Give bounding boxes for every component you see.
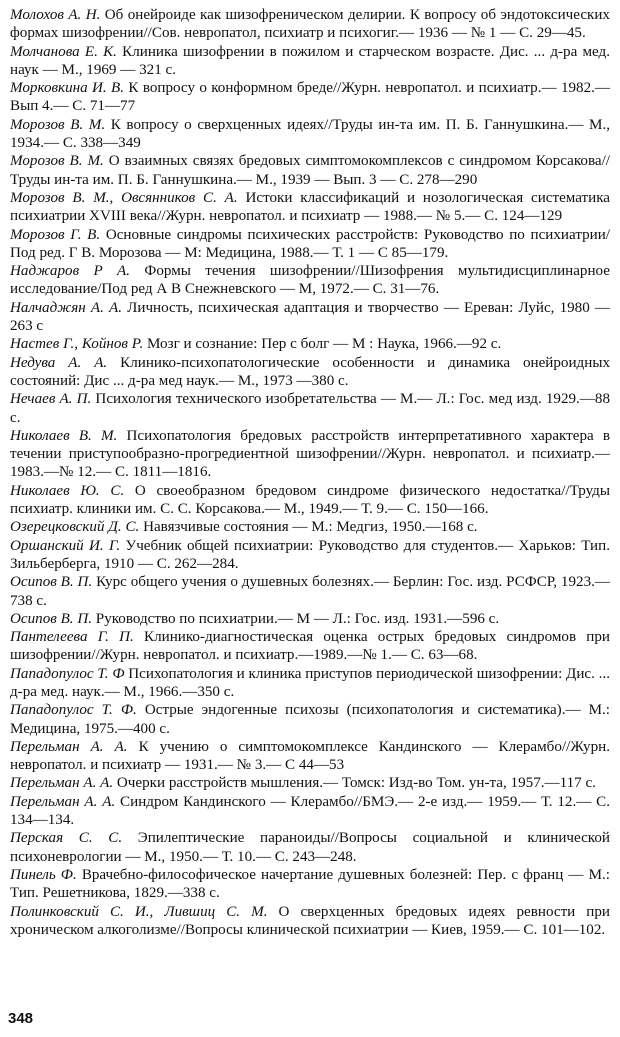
reference-text: Врачебно-философическое начертание душевных болезней: Пер. с франц — М.: Тип. Решетникова, 1829.—338 с. bbox=[10, 866, 610, 902]
reference-text: Клинико-диагностическая оценка острых бредовых синдромов при шизофрении//Журн. невропатол. и психиатр.—1989.—№ 1.— С. 63—68. bbox=[10, 629, 610, 664]
reference-entry bbox=[10, 573, 610, 610]
page-number: 348 bbox=[8, 1010, 34, 1027]
reference-text: Мозг и сознание: Пер с болг — М : Наука, 1966.—92 с. bbox=[147, 336, 502, 353]
reference-author: Морозов В. М. bbox=[10, 116, 106, 133]
reference-author: Осипов В. П. bbox=[10, 610, 93, 627]
reference-author: Озерецковский Д. С. bbox=[10, 519, 140, 536]
reference-text: Формы течения шизофрении//Шизофрения мультидисциплинарное исследование/Под ред А В Снежневского — М, 1972.— С. 31—76. bbox=[10, 263, 610, 298]
reference-entry bbox=[10, 152, 610, 189]
reference-entry bbox=[10, 793, 610, 830]
reference-entry bbox=[10, 79, 610, 116]
reference-text: Психология технического изобретательства — М.— Л.: Гос. мед изд. 1929.—88 с. bbox=[10, 391, 610, 426]
reference-entry bbox=[10, 390, 610, 427]
reference-author: Молохов А. Н. bbox=[10, 7, 101, 23]
reference-text: Учебник общей психиатрии: Руководство для студентов.— Харьков: Тип. Зильберберга, 1910 — С. 262—284. bbox=[10, 537, 610, 572]
reference-entry bbox=[10, 427, 610, 482]
reference-text: Основные синдромы психических расстройств: Руководство по психиатрии/Под ред. Г В. Морозова — М: Медицина, 1988.— Т. 1 — С 85—179. bbox=[10, 226, 610, 261]
reference-entry bbox=[10, 903, 610, 940]
reference-text: Курс общего учения о душевных болезнях.— Берлин: Гос. изд. РСФСР, 1923.—738 с. bbox=[10, 574, 610, 609]
reference-entry bbox=[10, 6, 610, 43]
reference-text: Синдром Кандинского — Клерамбо//БМЭ.— 2-е изд.— 1959.— Т. 12.— С. 134—134. bbox=[10, 793, 610, 829]
reference-entry bbox=[10, 262, 610, 299]
reference-entry bbox=[10, 537, 610, 574]
reference-text: Очерки расстройств мышления.— Томск: Изд-во Том. ун-та, 1957.—117 с. bbox=[116, 775, 596, 792]
reference-text: Об онейроиде как шизофреническом делирии. К вопросу об эндотоксических формах шизофрении//Сов. невропатол, психиатр и психогиг.— 1936 — № 1 — С. 29—45. bbox=[10, 7, 610, 42]
reference-entry bbox=[10, 610, 610, 628]
reference-author: Наджаров Р А. bbox=[10, 263, 131, 280]
reference-author: Налчаджян А. А. bbox=[10, 299, 123, 316]
reference-entry bbox=[10, 829, 610, 866]
reference-text: К учению о симптомокомплексе Кандинского — Клерамбо//Журн. невропатол. и психиатр — 1931.— № 3.— С 44—53 bbox=[10, 738, 610, 774]
reference-author: Молчанова Е. К. bbox=[10, 43, 117, 60]
reference-entry bbox=[10, 738, 610, 775]
reference-text: Руководство по психиатрии.— М — Л.: Гос. изд. 1931.—596 с. bbox=[95, 610, 500, 627]
reference-entry bbox=[10, 299, 610, 336]
reference-entry bbox=[10, 482, 610, 519]
reference-author: Морозов В. М. bbox=[10, 153, 104, 170]
reference-text: Психопатология бредовых расстройств интерпретативного характера в течении приступообразно-прогредиентной шизофрении//Журн. невропатол. и психиатр.—1983.—№ 12.— С. 1811—1816. bbox=[10, 427, 610, 481]
reference-author: Перельман А. А. bbox=[10, 775, 114, 792]
reference-text: О сверхценных бредовых идеях ревности при хроническом алкоголизме//Вопросы клинической психиатрии — Киев, 1959.— С. 101—102. bbox=[10, 903, 610, 938]
reference-author: Оршанский И. Г. bbox=[10, 537, 121, 554]
reference-text: К вопросу о сверхценных идеях//Труды ин-та им. П. Б. Ганнушкина.— М., 1934.— С. 338—349 bbox=[10, 116, 610, 152]
reference-entry bbox=[10, 189, 610, 226]
reference-entry bbox=[10, 226, 610, 263]
reference-entry bbox=[10, 518, 610, 536]
reference-author: Пападопулос Т. Ф bbox=[10, 665, 125, 682]
reference-entry bbox=[10, 335, 610, 353]
reference-author: Перельман А. А. bbox=[10, 793, 116, 810]
reference-author: Нечаев А. П. bbox=[10, 391, 92, 408]
reference-text: Истоки классификаций и нозологическая систематика психиатрии XVIII века//Журн. невропатол. и психиатр — 1988.— № 5.— С. 124—129 bbox=[10, 189, 610, 225]
reference-entry bbox=[10, 43, 610, 80]
reference-author: Полинковский С. И., Лившиц С. М. bbox=[10, 903, 268, 920]
reference-entry bbox=[10, 665, 610, 702]
reference-author: Николаев Ю. С. bbox=[10, 482, 125, 499]
reference-author: Пападопулос Т. Ф. bbox=[10, 702, 137, 719]
reference-entry bbox=[10, 866, 610, 903]
reference-author: Перская С. С. bbox=[10, 830, 123, 847]
reference-entry bbox=[10, 354, 610, 391]
reference-entry bbox=[10, 628, 610, 665]
reference-author: Морковкина И. В. bbox=[10, 80, 125, 97]
reference-author: Настев Г., Койнов Р. bbox=[10, 336, 144, 353]
reference-author: Пантелеева Г. П. bbox=[10, 629, 134, 646]
reference-author: Перельман А. А. bbox=[10, 738, 128, 755]
reference-text: Личность, психическая адаптация и творчество — Ереван: Луйс, 1980 — 263 с bbox=[10, 299, 610, 335]
reference-entry bbox=[10, 701, 610, 738]
reference-author: Пинель Ф. bbox=[10, 866, 77, 883]
reference-text: Навязчивые состояния — М.: Медгиз, 1950.—168 с. bbox=[143, 519, 478, 536]
reference-text: Эпилептические параноиды//Вопросы социальной и клинической психоневрологии — М., 1950.— Т. 10.— С. 243—248. bbox=[10, 830, 610, 865]
reference-text: К вопросу о конформном бреде//Журн. невропатол. и психиатр.— 1982.— Вып 4.— С. 71—77 bbox=[10, 80, 611, 115]
reference-text: О своеобразном бредовом синдроме физического недостатка//Труды психиатр. клиники им. С. С. Корсакова.— М., 1949.— Т. 9.— С. 150—166. bbox=[10, 482, 610, 518]
reference-author: Осипов В. П. bbox=[10, 574, 93, 591]
reference-list bbox=[10, 6, 610, 939]
reference-author: Морозов В. М., Овсянников С. А. bbox=[10, 189, 238, 206]
reference-text: Психопатология и клиника приступов периодической шизофрении: Дис. ... д-ра мед. наук.— М., 1966.—350 с. bbox=[10, 665, 610, 700]
reference-text: Клинико-психопатологические особенности и динамика онейроидных состояний: Дис ... д-ра мед наук.— М., 1973 —380 с. bbox=[10, 354, 611, 389]
reference-author: Недува А. А. bbox=[10, 354, 108, 371]
reference-entry bbox=[10, 774, 610, 792]
reference-entry bbox=[10, 116, 610, 153]
reference-author: Морозов Г. В. bbox=[10, 226, 101, 243]
reference-text: Клиника шизофрении в пожилом и старческом возрасте. Дис. ... д-ра мед. наук — М., 1969 — 321 с. bbox=[10, 43, 610, 78]
reference-text: О взаимных связях бредовых симптомокомплексов с синдромом Корсакова//Труды ин-та им. П. Б. Ганнушкина.— М., 1939 — Вып. 3 — С. 278—290 bbox=[10, 153, 610, 188]
reference-author: Николаев В. М. bbox=[10, 427, 118, 444]
reference-text: Острые эндогенные психозы (психопатология и систематика).— М.: Медицина, 1975.—400 с. bbox=[10, 702, 610, 737]
